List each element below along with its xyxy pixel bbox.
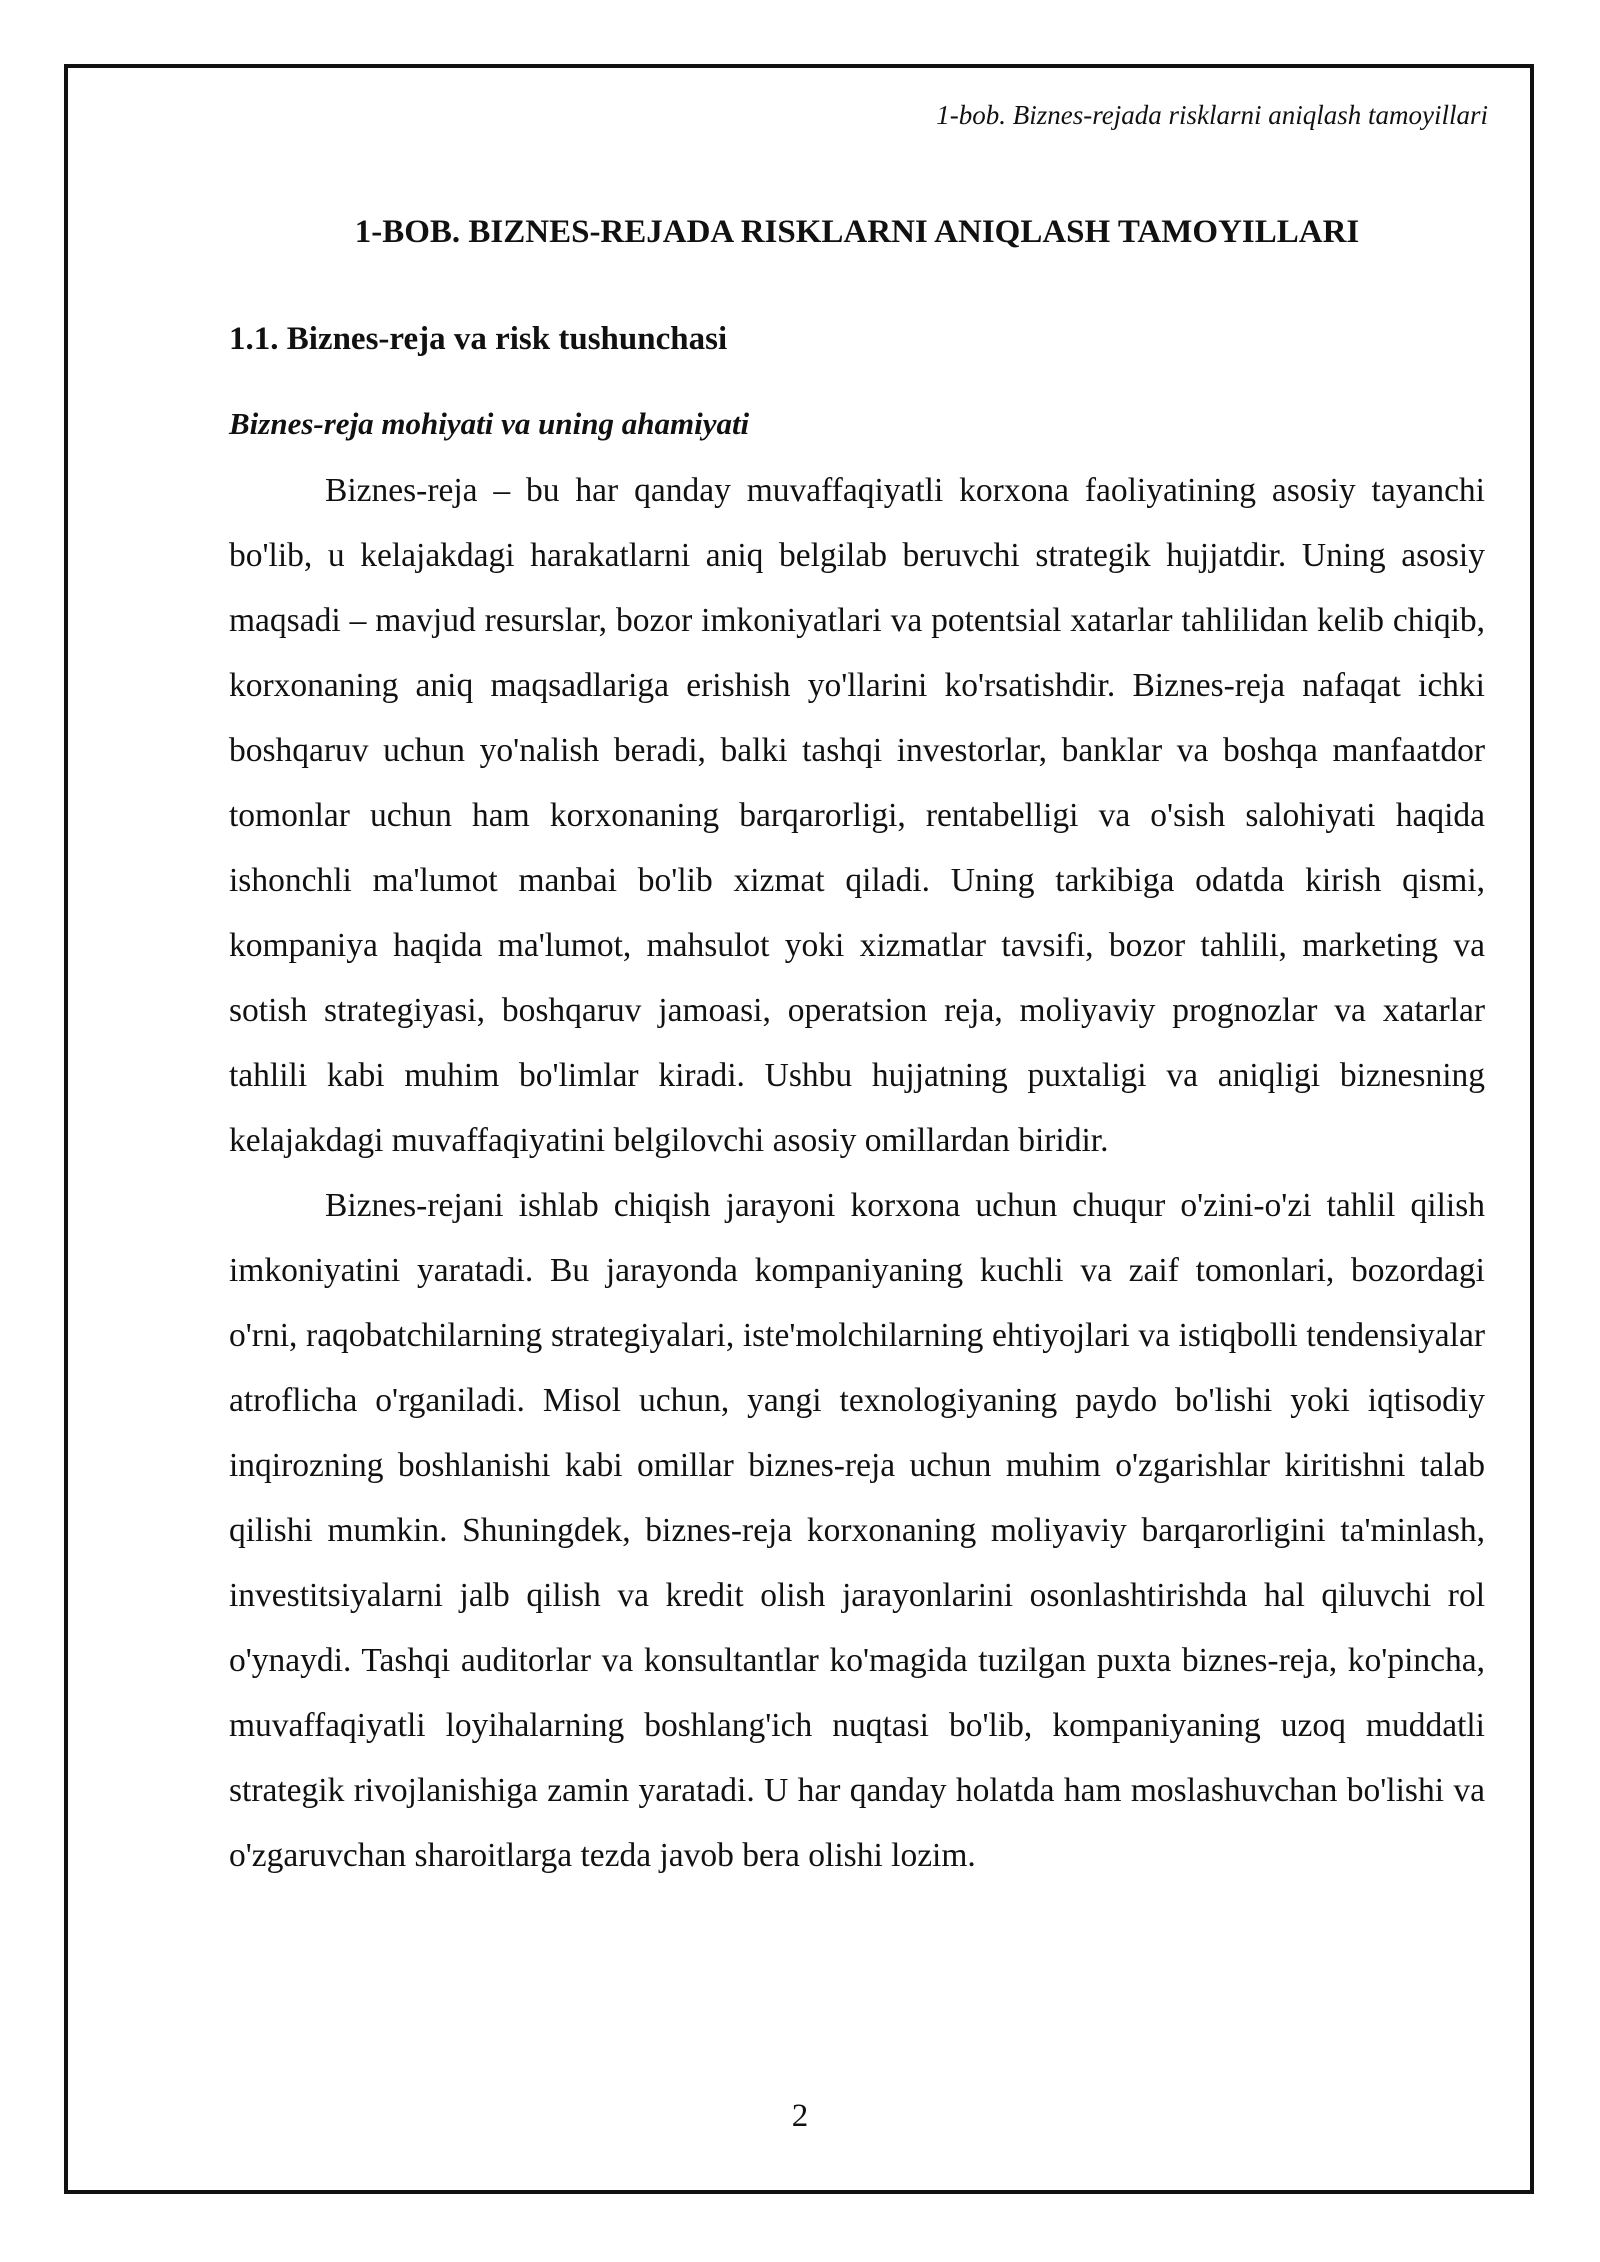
subsection-title: Biznes-reja mohiyati va uning ahamiyati	[229, 406, 750, 441]
section-title: 1.1. Biznes-reja va risk tushunchasi	[229, 321, 728, 357]
body-paragraph: Biznes-reja – bu har qanday muvaffaqiyatli korxona faoliyatining asosiy tayanchi bo'lib, u kelajakdagi harakatlarni aniq belgilab beruvchi strategik hujjatdir. Uning asosiy maqsadi – mavjud resurslar, bozor imkoniyatlari va potentsial xatarlar tahlilidan kelib chiqib, korxonaning aniq maqsadlariga erishish yo'llarini ko'rsatishdir. Biznes-reja nafaqat ichki boshqaruv uchun yo'nalish beradi, balki tashqi investorlar, banklar va boshqa manfaatdor tomonlar uchun ham korxonaning barqarorligi, rentabelligi va o'sish salohiyati haqida ishonchli ma'lumot manbai bo'lib xizmat qiladi. Uning tarkibiga odatda kirish qismi, kompaniya haqida ma'lumot, mahsulot yoki xizmatlar tavsifi, bozor tahlili, marketing va sotish strategiyasi, boshqaruv jamoasi, operatsion reja, moliyaviy prognozlar va xatarlar tahlili kabi muhim bo'limlar kiradi. Ushbu hujjatning puxtaligi va aniqligi biznesning kelajakdagi muvaffaqiyatini belgilovchi asosiy omillardan biridir.	[229, 472, 1485, 1159]
page-content	[229, 210, 1485, 1888]
body-paragraph: Biznes-rejani ishlab chiqish jarayoni korxona uchun chuqur o'zini-o'zi tahlil qilish imkoniyatini yaratadi. Bu jarayonda kompaniyaning kuchli va zaif tomonlari, bozordagi o'rni, raqobatchilarning strategiyalari, iste'molchilarning ehtiyojlari va istiqbolli tendensiyalar atroflicha o'rganiladi. Misol uchun, yangi texnologiyaning paydo bo'lishi yoki iqtisodiy inqirozning boshlanishi kabi omillar biznes-reja uchun muhim o'zgarishlar kiritishni talab qilishi mumkin. Shuningdek, biznes-reja korxonaning moliyaviy barqarorligini ta'minlash, investitsiyalarni jalb qilish va kredit olish jarayonlarini osonlashtirishda hal qiluvchi rol o'ynaydi. Tashqi auditorlar va konsultantlar ko'magida tuzilgan puxta biznes-reja, ko'pincha, muvaffaqiyatli loyihalarning boshlang'ich nuqtasi bo'lib, kompaniyaning uzoq muddatli strategik rivojlanishiga zamin yaratadi. U har qanday holatda ham moslashuvchan bo'lishi va o'zgaruvchan sharoitlarga tezda javob bera olishi lozim.	[229, 1187, 1485, 1874]
page-number: 2	[791, 2098, 809, 2134]
chapter-title: 1-BOB. BIZNES-REJADA RISKLARNI ANIQLASH TAMOYILLARI	[354, 214, 1360, 250]
running-header: 1-bob. Biznes-rejada risklarni aniqlash tamoyillari	[936, 100, 1488, 130]
